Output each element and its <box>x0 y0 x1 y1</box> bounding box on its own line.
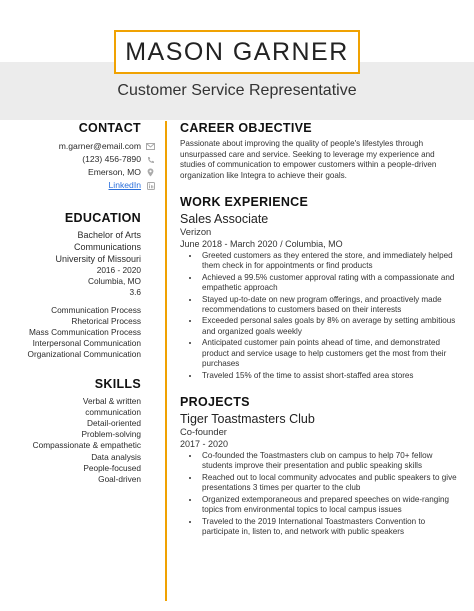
skill-item: communication <box>85 406 141 417</box>
experience-bullets <box>200 251 458 381</box>
right-column <box>180 121 458 538</box>
mail-icon <box>146 142 155 151</box>
phone-icon <box>146 155 155 164</box>
education-block <box>12 229 155 361</box>
list-item: • Exceeded personal sales goals by 8% on average by setting ambitious and organized goals weekly <box>200 316 458 337</box>
list-item: • Traveled to the 2019 International Toastmasters Convention to participate in, listen to, and network with public speakers <box>200 517 458 538</box>
gpa: 3.6 <box>129 287 141 298</box>
degree-line-2: Communications <box>73 242 141 252</box>
linkedin-icon <box>146 181 155 190</box>
objective-text: Passionate about improving the quality of people's lifestyles through unsurpassed care and service. Seeking to leverage my experience and studies of communication to empower customers within a people-driven organization like Integra to achieve their goals. <box>180 139 437 181</box>
project-name: Tiger Toastmasters Club <box>180 411 315 426</box>
linkedin-link[interactable]: LinkedIn <box>108 180 141 190</box>
list-item: • Anticipated customer pain points ahead of time, and demonstrated product and service usage to help customers get the most from their purchases <box>200 338 458 369</box>
contact-linkedin <box>12 179 155 192</box>
experience-dates: June 2018 - March 2020 / Columbia, MO <box>180 238 343 249</box>
contact-phone <box>12 153 155 166</box>
skill-item: Verbal & written <box>82 395 141 406</box>
skills-list <box>12 396 155 486</box>
column-divider <box>165 121 167 601</box>
experience-title: WORK EXPERIENCE <box>180 194 309 209</box>
skill-item: People-focused <box>83 462 141 473</box>
course-item: Rhetorical Process <box>71 315 141 326</box>
skill-item: Goal-driven <box>98 474 141 485</box>
contact-title: CONTACT <box>78 121 141 135</box>
skill-item: Data analysis <box>91 451 141 462</box>
project-bullets <box>200 451 458 537</box>
education-title: EDUCATION <box>64 211 141 225</box>
skills-title: SKILLS <box>94 376 141 391</box>
list-item: • Traveled 15% of the time to assist short-staffed area stores <box>200 371 458 381</box>
list-item: • Reached out to local community advocates and public speakers to give presentations 3 times per quarter to the club <box>200 473 458 494</box>
name-box <box>114 30 360 74</box>
projects-title: PROJECTS <box>180 394 250 409</box>
experience-company: Verizon <box>180 225 212 237</box>
project-dates: 2017 - 2020 <box>180 438 229 449</box>
education-location: Columbia, MO <box>87 276 141 287</box>
experience-role: Sales Associate <box>180 211 269 226</box>
email-text[interactable]: m.garner@email.com <box>58 141 141 151</box>
skill-item: Compassionate & empathetic <box>32 440 141 451</box>
contact-location <box>12 166 155 179</box>
skill-item: Detail-oriented <box>87 418 141 429</box>
list-item: • Stayed up-to-date on new program offerings, and proactively made recommendations to customers based on their interests <box>200 295 458 316</box>
school-name: University of Missouri <box>55 254 141 264</box>
left-column <box>12 121 155 485</box>
phone-text: (123) 456-7890 <box>82 154 141 164</box>
list-item: • Greeted customers as they entered the store, and immediately helped them check in for appointments or find products <box>200 251 458 272</box>
location-text: Emerson, MO <box>87 167 141 177</box>
course-item: Communication Process <box>51 304 141 315</box>
contact-list <box>12 140 155 192</box>
job-title: Customer Service Representative <box>117 82 357 99</box>
candidate-name: MASON GARNER <box>125 37 349 66</box>
skill-item: Problem-solving <box>81 429 141 440</box>
list-item: • Organized extemporaneous and prepared speeches on wide-ranging topics from environmental topics to local campus issues <box>200 495 458 516</box>
course-item: Mass Communication Process <box>28 327 141 338</box>
location-pin-icon <box>146 168 155 177</box>
degree-line-1: Bachelor of Arts <box>77 230 141 240</box>
contact-email <box>12 140 155 153</box>
education-years: 2016 - 2020 <box>96 265 141 275</box>
course-item: Interpersonal Communication <box>32 338 141 349</box>
project-role: Co-founder <box>180 425 227 437</box>
list-item: • Achieved a 99.5% customer approval rating with a compassionate and empathetic approach <box>200 273 458 294</box>
course-item: Organizational Communication <box>27 349 141 360</box>
objective-title: CAREER OBJECTIVE <box>180 121 312 135</box>
list-item: • Co-founded the Toastmasters club on campus to help 70+ fellow students improve their presentation and public speaking skills <box>200 451 458 472</box>
